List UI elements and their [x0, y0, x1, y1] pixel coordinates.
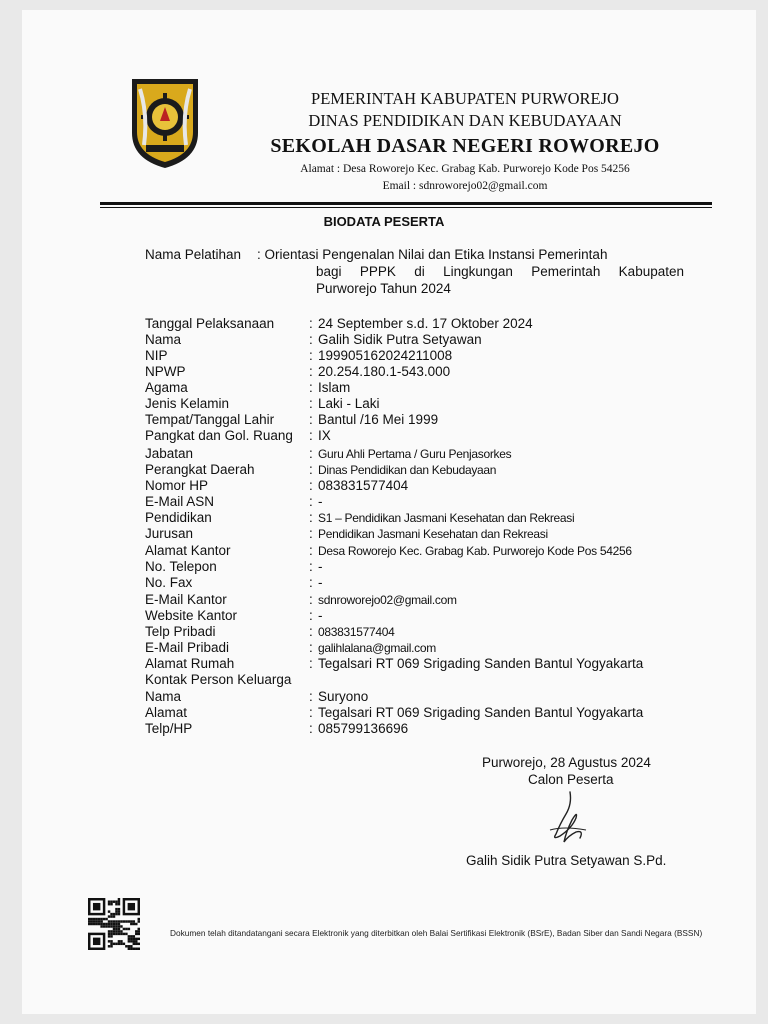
field-label: Nama [145, 689, 182, 704]
field-colon: : [309, 462, 313, 477]
field-value: Desa Roworejo Kec. Grabag Kab. Purworejo Kode Pos 54256 [318, 544, 632, 558]
field-colon: : [309, 656, 313, 671]
field-colon: : [309, 412, 313, 427]
document-title: BIODATA PESERTA [323, 214, 445, 229]
field-label: Pendidikan [145, 510, 212, 525]
field-label: Jurusan [145, 526, 194, 541]
electronic-signature-note: Dokumen telah ditandatangani secara Elektronik yang diterbitkan oleh Balai Sertifikasi Elektronik (BSrE), Badan Siber dan Sandi Negara (BSSN) [170, 928, 703, 938]
field-label: E-Mail Pribadi [145, 640, 230, 655]
field-colon: : [309, 689, 313, 704]
field-value: - [318, 575, 323, 590]
field-colon: : [309, 510, 313, 525]
field-value: galihlalana@gmail.com [318, 641, 436, 655]
field-value: Galih Sidik Putra Setyawan [318, 332, 482, 347]
field-colon: : [309, 705, 313, 720]
letterhead-rule-thin [100, 207, 712, 208]
field-value: S1 – Pendidikan Jasmani Kesehatan dan Rekreasi [318, 511, 575, 525]
field-colon: : [309, 316, 313, 331]
field-label: Tanggal Pelaksanaan [145, 316, 275, 331]
field-value: - [318, 608, 323, 623]
field-value: Laki - Laki [318, 396, 380, 411]
field-label: Alamat [145, 705, 188, 720]
field-colon: : [309, 543, 313, 558]
field-label: Nama [145, 332, 182, 347]
field-label: Telp/HP [145, 721, 193, 736]
field-colon: : [309, 526, 313, 541]
field-label: NIP [145, 348, 168, 363]
field-colon: : [309, 478, 313, 493]
field-value: 083831577404 [318, 625, 395, 639]
field-label: No. Telepon [145, 559, 217, 574]
signing-place-date: Purworejo, 28 Agustus 2024 [482, 755, 651, 770]
field-value: - [318, 559, 323, 574]
field-colon: : [309, 592, 313, 607]
field-value: Guru Ahli Pertama / Guru Penjasorkes [318, 447, 512, 461]
field-value: Tegalsari RT 069 Srigading Sanden Bantul Yogyakarta [318, 705, 644, 720]
field-colon: : [309, 380, 313, 395]
letterhead-school-name: SEKOLAH DASAR NEGERI ROWOREJO [270, 135, 660, 157]
field-label: NPWP [145, 364, 186, 379]
letterhead-rule-thick [100, 202, 712, 205]
field-colon: : [309, 640, 313, 655]
training-name-label: Nama Pelatihan [145, 247, 242, 262]
field-label: Jabatan [145, 446, 194, 461]
field-label: Pangkat dan Gol. Ruang [145, 428, 293, 443]
field-label: Perangkat Daerah [145, 462, 255, 477]
letterhead-department: DINAS PENDIDIKAN DAN KEBUDAYAAN [308, 111, 622, 130]
training-name-line-1: : Orientasi Pengenalan Nilai dan Etika Instansi Pemerintah [257, 247, 608, 262]
field-colon: : [309, 446, 313, 461]
field-value: 20.254.180.1-543.000 [318, 364, 451, 379]
field-label: E-Mail ASN [145, 494, 215, 509]
qr-code [88, 898, 140, 950]
field-value: 083831577404 [318, 478, 409, 493]
field-value: Dinas Pendidikan dan Kebudayaan [318, 463, 497, 477]
field-value: Suryono [318, 689, 369, 704]
field-label: Kontak Person Keluarga [145, 672, 292, 687]
field-label: No. Fax [145, 575, 193, 590]
field-value: Islam [318, 380, 351, 395]
field-colon: : [309, 428, 313, 443]
field-label: Nomor HP [145, 478, 209, 493]
field-label: Tempat/Tanggal Lahir [145, 412, 275, 427]
field-colon: : [309, 364, 313, 379]
field-colon: : [309, 575, 313, 590]
regency-crest-logo [126, 75, 204, 171]
field-label: Alamat Rumah [145, 656, 235, 671]
letterhead-address: Alamat : Desa Roworejo Kec. Grabag Kab. Purworejo Kode Pos 54256 [300, 163, 630, 175]
field-label: Website Kantor [145, 608, 238, 623]
handwritten-signature [542, 790, 592, 850]
field-value: - [318, 494, 323, 509]
field-colon: : [309, 396, 313, 411]
training-name-line-3: Purworejo Tahun 2024 [316, 281, 451, 296]
field-colon: : [309, 348, 313, 363]
letterhead-government: PEMERINTAH KABUPATEN PURWOREJO [311, 89, 619, 108]
field-label: Alamat Kantor [145, 543, 231, 558]
field-value: Pendidikan Jasmani Kesehatan dan Rekreasi [318, 527, 548, 541]
field-value: 24 September s.d. 17 Oktober 2024 [318, 316, 533, 331]
field-value: Bantul /16 Mei 1999 [318, 412, 439, 427]
field-value: Tegalsari RT 069 Srigading Sanden Bantul Yogyakarta [318, 656, 644, 671]
field-value: IX [318, 428, 331, 443]
letterhead-email: Email : sdnroworejo02@gmail.com [382, 180, 548, 192]
field-colon: : [309, 332, 313, 347]
field-value: 199905162024211008 [318, 348, 453, 363]
field-label: Agama [145, 380, 188, 395]
field-colon: : [309, 559, 313, 574]
field-colon: : [309, 624, 313, 639]
field-colon: : [309, 721, 313, 736]
field-label: Jenis Kelamin [145, 396, 230, 411]
training-name-line-2: bagi PPPK di Lingkungan Pemerintah Kabupaten [316, 264, 684, 279]
field-colon: : [309, 494, 313, 509]
field-label: E-Mail Kantor [145, 592, 227, 607]
signer-role: Calon Peserta [528, 772, 614, 787]
field-value: sdnroworejo02@gmail.com [318, 593, 457, 607]
field-value: 085799136696 [318, 721, 409, 736]
signer-name: Galih Sidik Putra Setyawan S.Pd. [466, 853, 667, 868]
field-label: Telp Pribadi [145, 624, 216, 639]
field-colon: : [309, 608, 313, 623]
